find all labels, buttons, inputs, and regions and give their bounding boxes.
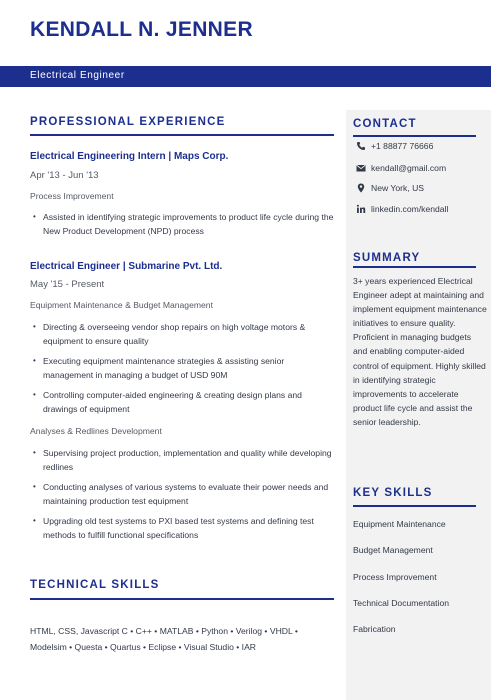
bullet-dot: • [33,482,36,491]
list-item [30,320,335,348]
phone-text: +1 88877 76666 [371,141,434,151]
bullet-text: Controlling computer-aided engineering & creating design plans and drawings of equipment [43,390,302,414]
technical-skills-heading: TECHNICAL SKILLS [30,579,160,591]
job-dates: Apr '13 - Jun '13 [30,170,99,181]
job-subheading: Process Improvement [30,191,114,201]
key-skill-item: Budget Management [353,545,433,555]
key-skill-item: Process Improvement [353,572,437,582]
technical-skills-line: HTML, CSS, Javascript C • C++ • MATLAB • Python • Verilog • VHDL • [30,626,298,636]
experience-heading: PROFESSIONAL EXPERIENCE [30,116,226,128]
key-skills-heading: KEY SKILLS [353,487,433,499]
key-skills-rule [353,505,476,507]
list-item [30,354,335,382]
bullet-dot: • [33,322,36,331]
key-skill-item: Equipment Maintenance [353,519,446,529]
bullet-text: Upgrading old test systems to PXI based test systems and defining test methods to fulfill functional specifications [43,516,314,540]
job-dates: May '15 - Present [30,279,105,290]
bullet-text: Executing equipment maintenance strategies & assisting senior management in managing a budget of USD 90M [43,356,285,380]
contact-rule [353,135,476,137]
list-item [30,388,335,416]
bullet-dot: • [33,448,36,457]
bullet-text: Supervising project production, implementation and quality while developing redlines [43,448,332,472]
bullet-text: Assisted in identifying strategic improvements to product life cycle during the New Product Development (NPD) process [43,212,334,236]
bullet-dot: • [33,356,36,365]
list-item [30,446,335,474]
contact-heading: CONTACT [353,118,417,130]
technical-skills-line: Modelsim • Questa • Quartus • Eclipse • Visual Studio • IAR [30,642,257,652]
job-title: Electrical Engineer | Submarine Pvt. Ltd. [30,261,223,272]
job-title: Electrical Engineering Intern | Maps Corp. [30,151,229,162]
summary-text: 3+ years experienced Electrical Engineer adept at maintaining and implement equipment maintenance initiatives to ensure quality. Proficient in managing budgets and enabling computer-aided control of equipment. Highly skilled in identifying strategic improvements to accelerate product life cycle and assist the senior leadership. [353,276,487,427]
list-item [30,480,335,508]
list-item [30,210,335,238]
job-subheading: Equipment Maintenance & Budget Management [30,300,213,310]
linkedin-icon [356,204,366,214]
key-skill-item: Technical Documentation [353,598,450,608]
summary-heading: SUMMARY [353,252,421,264]
bullet-dot: • [33,390,36,399]
key-skill-item: Fabrication [353,624,396,634]
list-item [30,514,335,542]
role-banner [0,66,491,87]
email-text: kendall@gmail.com [371,163,447,173]
role-title: Electrical Engineer [30,70,125,81]
phone-icon [356,141,366,151]
summary-rule [353,266,476,268]
linkedin-text: linkedin.com/kendall [371,204,449,214]
bullet-text: Directing & overseeing vendor shop repairs on high voltage motors & equipment to ensure quality [43,322,306,346]
email-icon [356,163,366,173]
location-icon [356,183,366,193]
bullet-dot: • [33,212,36,221]
bullet-text: Conducting analyses of various systems to evaluate their power needs and maintaining production test equipment [43,482,329,506]
experience-rule [30,134,334,136]
location-text: New York, US [371,183,425,193]
bullet-dot: • [33,516,36,525]
candidate-name: KENDALL N. JENNER [30,18,253,41]
job-subheading: Analyses & Redlines Development [30,426,162,436]
technical-skills-rule [30,598,334,600]
